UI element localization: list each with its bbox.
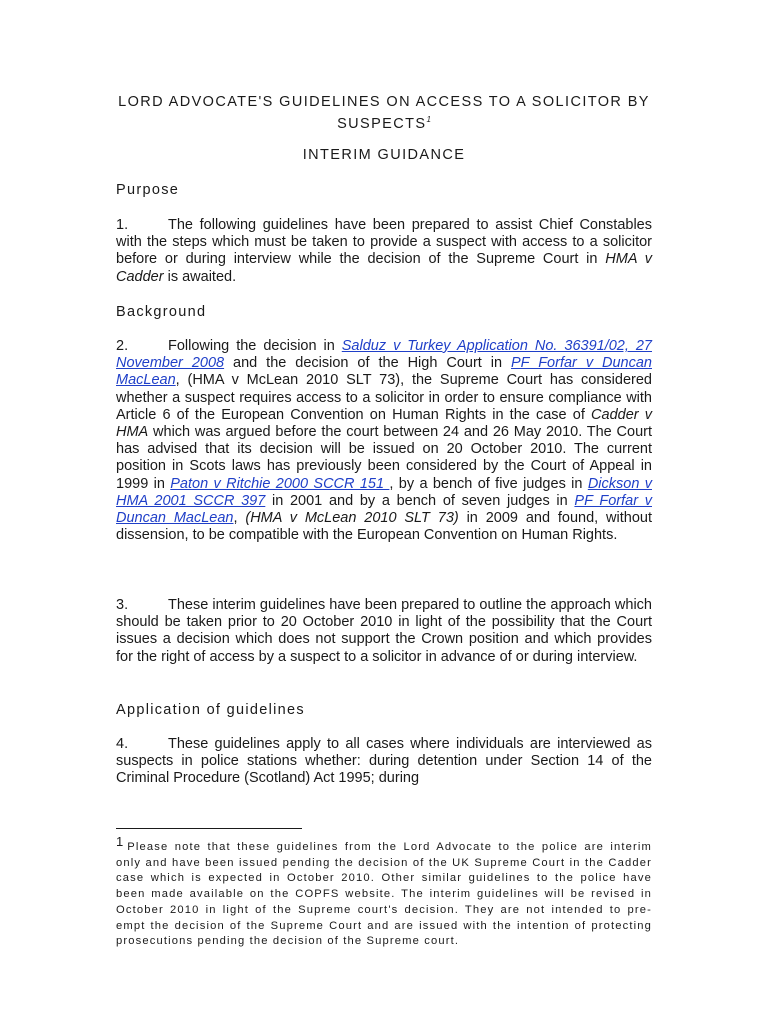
link-salduz-v-turkey[interactable]: Salduz v Turkey Application No. 36391/02, 27 November 2008 bbox=[116, 338, 652, 372]
paragraph-4-text: These guidelines apply to all cases where individuals are interviewed as suspects in police stations whether: during detention under Section 14 of the Criminal Procedure (Scotland) Act 1995; during bbox=[116, 736, 652, 787]
paragraph-3-number: 3. bbox=[116, 597, 129, 613]
paragraph-2-text-d: which was argued before the court between 24 and 26 May 2010. The Court has advised that its decision will be issued on 20 October 2010. The current position in Scots laws has previously been considered by the Court of Appeal in 1999 in bbox=[116, 424, 652, 492]
link-pf-forfar-v-duncan-maclean-2[interactable]: PF Forfar v Duncan MacLean bbox=[116, 492, 652, 527]
paragraph-2-text-g: , bbox=[233, 510, 246, 527]
case-name-hma-v-cadder: HMA v Cadder bbox=[116, 251, 652, 285]
footnote-reference[interactable]: 1 bbox=[426, 115, 431, 124]
paragraph-2-text-b: and the decision of the High Court in bbox=[224, 355, 511, 372]
paragraph-3-text: These interim guidelines have been prepared to outline the approach which should be taken prior to 20 October 2010 in light of the possibility that the Court issues a decision which does not support the Crown position and which provides for the right of access by a suspect to a solicitor in advance of or during interview. bbox=[116, 597, 652, 665]
link-dickson-v-hma[interactable]: Dickson v HMA 2001 SCCR 397 bbox=[116, 475, 652, 509]
footnote-text: Please note that these guidelines from the Lord Advocate to the police are interim only and have been issued pending the decision of the UK Supreme Court in the Cadder case which is expected in October 2010. Other similar guidelines to the police have been made available on the COPFS website. The interim guidelines will be revised in October 2010 in light of the Supreme court's decision. They are not intended to pre-empt the decision of the Supreme Court and are issued with the intention of protecting prosecutions pending the decision of the Supreme court. bbox=[116, 841, 652, 948]
paragraph-2-number: 2. bbox=[116, 338, 129, 354]
paragraph-2 bbox=[116, 338, 652, 544]
footnote-number: 1 bbox=[116, 834, 124, 849]
link-paton-v-ritchie[interactable]: Paton v Ritchie 2000 SCCR 151 bbox=[170, 475, 390, 492]
link-pf-forfar-v-duncan-maclean[interactable]: PF Forfar v Duncan MacLean bbox=[116, 355, 652, 389]
paragraph-2-text-c: , (HMA v McLean 2010 SLT 73), the Supreme Court has considered whether a suspect requires access to a solicitor in order to ensure compliance with Article 6 of the European Convention on Human Rights in the case of bbox=[116, 372, 652, 423]
paragraph-3 bbox=[116, 597, 652, 666]
heading-purpose: Purpose bbox=[116, 182, 180, 198]
citation-hma-v-mclean: (HMA v McLean 2010 SLT 73) bbox=[245, 510, 459, 527]
footnote bbox=[116, 834, 652, 950]
paragraph-1-text-a: The following guidelines have been prepared to assist Chief Constables with the steps which must be taken to provide a suspect with access to a solicitor before or during interview while the decision of the Supreme Court in bbox=[116, 217, 652, 268]
paragraph-2-text-f: in 2001 and by a bench of seven judges in bbox=[265, 492, 575, 509]
document-subtitle: INTERIM GUIDANCE bbox=[302, 147, 466, 163]
footnote-divider bbox=[116, 828, 302, 829]
paragraph-2-text-e: , by a bench of five judges in bbox=[389, 475, 588, 492]
heading-background: Background bbox=[116, 304, 207, 320]
paragraph-1-number: 1. bbox=[116, 217, 129, 233]
heading-application-of-guidelines: Application of guidelines bbox=[116, 702, 305, 718]
paragraph-4 bbox=[116, 736, 652, 788]
paragraph-1 bbox=[116, 217, 652, 286]
paragraph-2-text-a: Following the decision in bbox=[168, 338, 342, 354]
paragraph-1-text-b: is awaited. bbox=[163, 268, 237, 285]
title-line-2 bbox=[116, 111, 652, 133]
title-line-2-text: SUSPECTS bbox=[337, 115, 427, 132]
paragraph-2-text-h: in 2009 and found, without dissension, to be compatible with the European Convention on Human Rights. bbox=[116, 510, 652, 544]
paragraph-4-number: 4. bbox=[116, 736, 129, 752]
document-title bbox=[116, 93, 652, 133]
case-name-cadder-v-hma: Cadder v HMA bbox=[116, 406, 652, 441]
title-line-1: LORD ADVOCATE'S GUIDELINES ON ACCESS TO A SOLICITOR BY bbox=[118, 94, 650, 110]
